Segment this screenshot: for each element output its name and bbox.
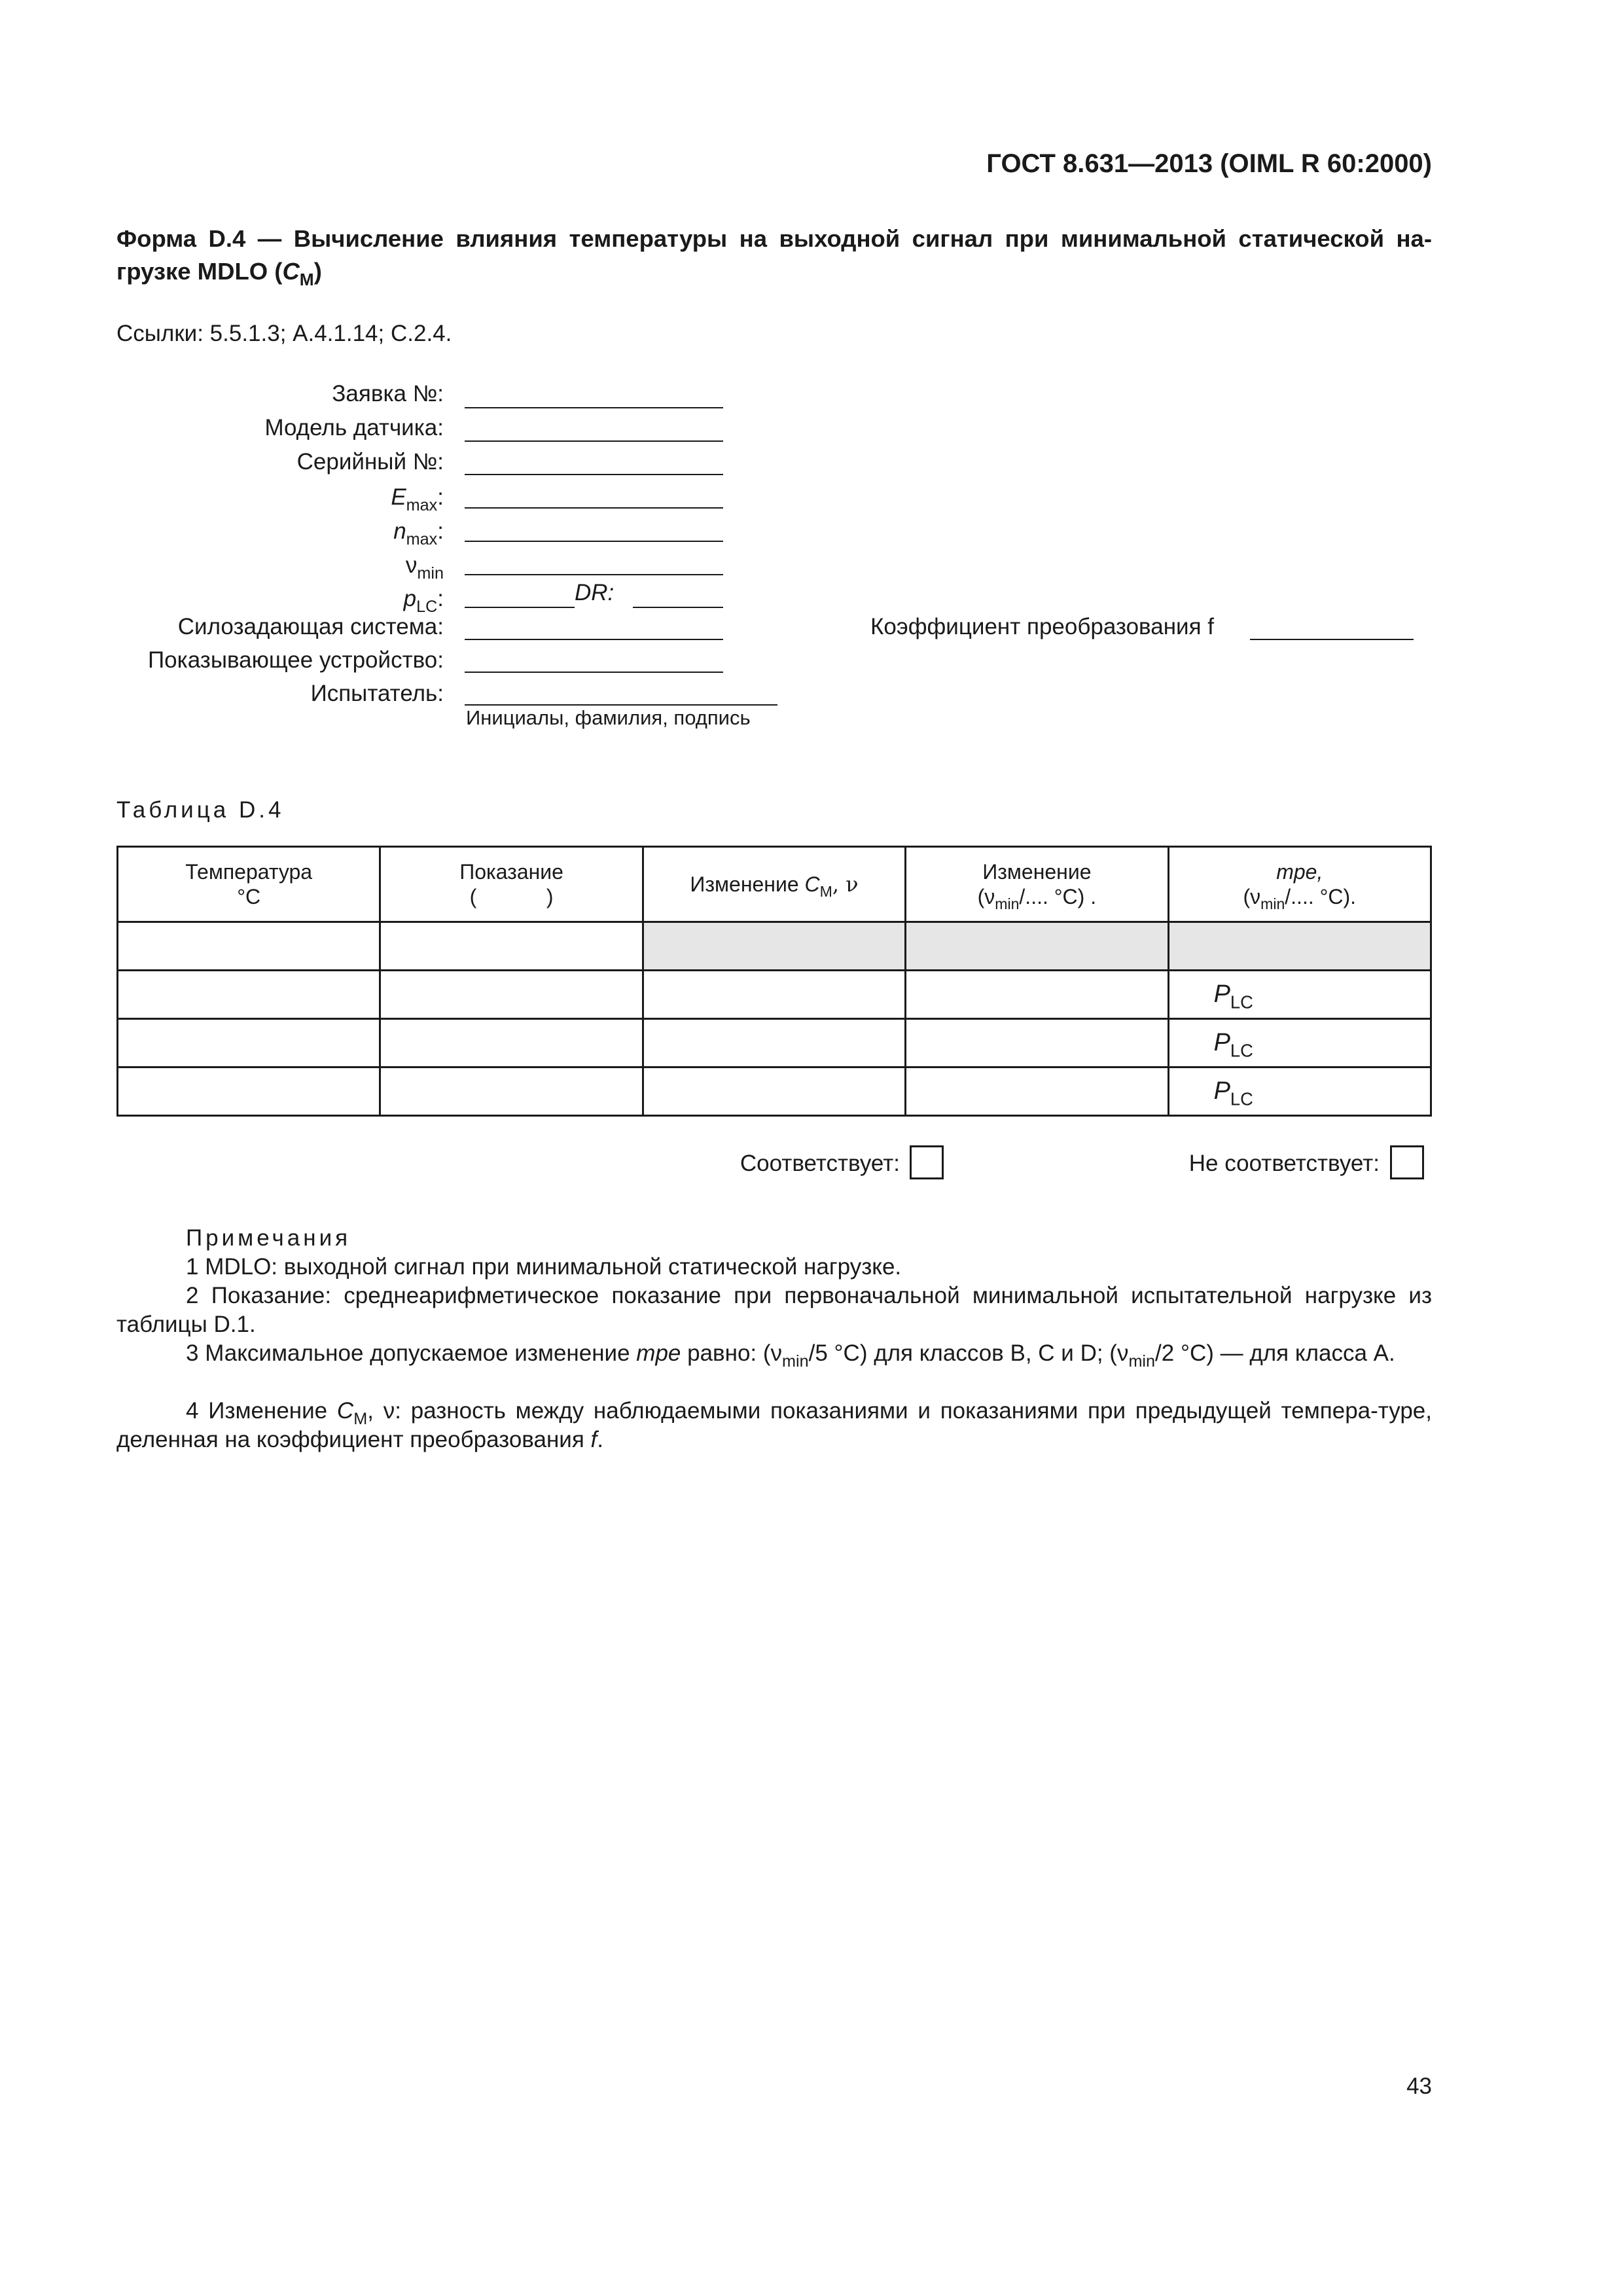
emax-line[interactable] — [465, 507, 723, 509]
emax-subscript: max — [406, 495, 438, 514]
emax-colon: : — [437, 484, 444, 510]
header-mpe-subscript: min — [1260, 895, 1285, 913]
table-cell[interactable] — [118, 1019, 380, 1067]
header-change-cm — [643, 847, 905, 922]
table-row — [118, 1067, 1431, 1116]
label-emax — [391, 483, 444, 512]
table-cell[interactable] — [643, 1019, 905, 1067]
data-table — [116, 846, 1432, 1117]
label-tester: Испытатель: — [310, 681, 444, 706]
plc-line[interactable] — [465, 607, 575, 608]
plc-cell-symbol: P — [1213, 980, 1230, 1008]
form-title-subscript: M — [299, 270, 314, 290]
note-3-sub1: min — [782, 1352, 809, 1371]
plc-symbol: p — [403, 586, 417, 611]
form-title-symbol: C — [282, 258, 300, 285]
nmax-symbol: n — [393, 518, 406, 544]
plc-cell-subscript: LC — [1230, 1088, 1253, 1109]
note-1: 1 MDLO: выходной сигнал при минимальной статической нагрузке. — [186, 1254, 902, 1280]
conforms-checkbox[interactable] — [910, 1145, 944, 1179]
header-temperature-line2: °C — [237, 885, 261, 908]
table-cell[interactable] — [380, 971, 643, 1019]
page-number: 43 — [1406, 2073, 1432, 2099]
nmax-colon: : — [437, 518, 444, 544]
table-cell[interactable] — [906, 1067, 1168, 1116]
label-force-system: Силозадающая система: — [177, 614, 444, 639]
plc-colon: : — [437, 586, 444, 611]
header-change-limit-line1: Изменение — [982, 860, 1092, 884]
label-plc — [403, 584, 444, 616]
serial-line[interactable] — [465, 474, 723, 475]
header-change-limit-subscript: min — [995, 895, 1020, 913]
application-line[interactable] — [465, 407, 723, 408]
table-cell-shaded — [643, 922, 905, 971]
form-title-text: Форма D.4 — Вычисление влияния температуры на выходной сигнал при минимальной статической на-грузке MDLO ( — [116, 225, 1432, 285]
note-4 — [116, 1397, 1432, 1454]
table-cell[interactable] — [380, 922, 643, 971]
header-mpe-line2 — [1169, 884, 1430, 913]
header-change-limit-line2 — [906, 884, 1167, 913]
note-4-a: 4 Изменение — [186, 1398, 337, 1424]
header-mpe-line1: mpe, — [1276, 860, 1323, 884]
note-4-f: f — [590, 1427, 597, 1452]
table-header-row — [118, 847, 1431, 922]
plc-cell-symbol: P — [1213, 1077, 1230, 1105]
vmin-symbol: ν — [405, 552, 418, 578]
note-3-a: 3 Максимальное допускаемое изменение — [186, 1340, 637, 1366]
force-system-line[interactable] — [465, 639, 723, 640]
header-change-subscript: M — [819, 883, 832, 901]
label-sensor-model: Модель датчика: — [264, 415, 444, 440]
header-change-limit — [906, 847, 1168, 922]
table-cell-plc[interactable] — [1168, 1019, 1431, 1067]
sensor-model-line[interactable] — [465, 440, 723, 442]
table-cell[interactable] — [118, 971, 380, 1019]
note-4-b: , ν: разность между наблюдаемыми показаниями и показаниями при предыдущей темпера-туре, деленная на коэффициент преобразования — [116, 1398, 1432, 1452]
header-temperature — [118, 847, 380, 922]
table-cell-plc[interactable] — [1168, 1067, 1431, 1116]
plc-subscript: LC — [416, 597, 438, 616]
table-cell[interactable] — [906, 1019, 1168, 1067]
label-application: Заявка №: — [332, 381, 444, 406]
nmax-line[interactable] — [465, 541, 723, 542]
table-cell[interactable] — [118, 1067, 380, 1116]
label-serial: Серийный №: — [296, 449, 444, 475]
table-cell[interactable] — [380, 1067, 643, 1116]
plc-cell-subscript: LC — [1230, 992, 1253, 1013]
plc-cell-symbol: P — [1213, 1029, 1230, 1056]
emax-symbol: E — [391, 484, 406, 510]
table-cell-shaded — [1168, 922, 1431, 971]
label-indicator: Показывающее устройство: — [148, 647, 444, 673]
table-cell[interactable] — [643, 1067, 905, 1116]
note-4-end: . — [597, 1427, 603, 1452]
header-change-text: Изменение — [690, 872, 805, 896]
vmin-subscript: min — [417, 564, 444, 583]
table-caption: Таблица D.4 — [116, 797, 285, 823]
label-vmin — [405, 551, 444, 583]
header-change-tail: , ν — [832, 872, 859, 897]
conforms-label: Соответствует: — [740, 1151, 900, 1176]
vmin-line[interactable] — [465, 574, 723, 575]
header-change-limit-tail: /.... °C) . — [1019, 885, 1097, 908]
note-4-sub: M — [353, 1409, 368, 1428]
header-reading-line2: ( ) — [469, 885, 554, 908]
form-title-tail: ) — [313, 258, 322, 285]
conversion-factor-line[interactable] — [1250, 639, 1414, 640]
nmax-subscript: max — [406, 529, 438, 548]
not-conforms-label: Не соответствует: — [1188, 1151, 1380, 1176]
table-row — [118, 922, 1431, 971]
table-cell-shaded — [906, 922, 1168, 971]
note-2: 2 Показание: среднеарифметическое показание при первоначальной минимальной испытательной нагрузке из таблицы D.1. — [116, 1283, 1432, 1337]
note-3-mpe: mpe — [636, 1340, 681, 1366]
notes-title: Примечания — [186, 1225, 351, 1251]
document-header: ГОСТ 8.631—2013 (OIML R 60:2000) — [986, 149, 1432, 178]
note-3-b: равно: (ν — [681, 1340, 783, 1366]
table-row — [118, 971, 1431, 1019]
header-change-limit-open: (ν — [977, 885, 995, 908]
references: Ссылки: 5.5.1.3; A.4.1.14; C.2.4. — [116, 321, 452, 346]
dr-label: DR: — [575, 580, 615, 605]
table-cell[interactable] — [906, 971, 1168, 1019]
header-reading — [380, 847, 643, 922]
conversion-factor-label: Коэффициент преобразования f — [870, 614, 1214, 639]
table-row — [118, 1019, 1431, 1067]
indicator-line[interactable] — [465, 672, 723, 673]
note-3-c: /5 °C) для классов B, C и D; (ν — [808, 1340, 1129, 1366]
header-mpe-tail: /.... °C). — [1285, 885, 1357, 908]
table-cell[interactable] — [380, 1019, 643, 1067]
form-title — [116, 223, 1432, 288]
header-mpe — [1168, 847, 1431, 922]
not-conforms-checkbox[interactable] — [1390, 1145, 1424, 1179]
note-4-symbol: C — [336, 1398, 354, 1424]
note-3-d: /2 °C) — для класса A. — [1155, 1340, 1395, 1366]
table-cell[interactable] — [643, 971, 905, 1019]
table-cell[interactable] — [118, 922, 380, 971]
note-3-sub2: min — [1128, 1352, 1156, 1371]
header-temperature-line1: Температура — [185, 860, 313, 884]
header-mpe-open: (ν — [1243, 885, 1261, 908]
table-cell-plc[interactable] — [1168, 971, 1431, 1019]
note-3 — [116, 1339, 1432, 1371]
header-change-symbol: C — [804, 872, 820, 896]
plc-cell-subscript: LC — [1230, 1040, 1253, 1061]
header-reading-line1: Показание — [459, 860, 563, 884]
dr-line[interactable] — [633, 607, 723, 608]
label-nmax — [393, 517, 444, 546]
signature-caption: Инициалы, фамилия, подпись — [466, 706, 751, 729]
